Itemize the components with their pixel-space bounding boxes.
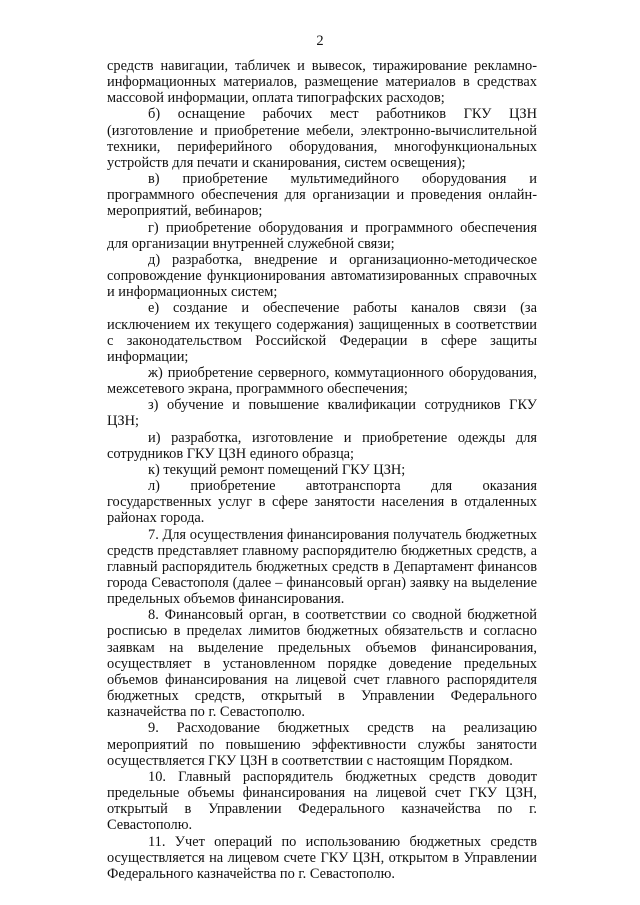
list-item-e: е) создание и обеспечение работы каналов связи (за исключением их текущего содержания) защищенных в соответствии с законодательством Российской Федерации в сфере защиты информации; bbox=[107, 300, 537, 365]
paragraph-continuation: средств навигации, табличек и вывесок, тиражирование рекламно-информационных материалов, размещение материалов в средствах массовой информации, оплата типографских расходов; bbox=[107, 58, 537, 107]
list-item-zh: ж) приобретение серверного, коммутационного оборудования, межсетевого экрана, программного обеспечения; bbox=[107, 364, 537, 398]
list-item-d: д) разработка, внедрение и организационно-методическое сопровождение функционирования автоматизированных справочных и информационных систем; bbox=[107, 251, 537, 301]
list-item-l: л) приобретение автотранспорта для оказания государственных услуг в сфере занятости населения в отдаленных районах города. bbox=[107, 478, 537, 527]
clause-9: 9. Расходование бюджетных средств на реализацию мероприятий по повышению эффективности службы занятости осуществляется ГКУ ЦЗН в соответствии с настоящим Порядком. bbox=[107, 720, 537, 769]
page-number: 2 bbox=[316, 33, 324, 49]
list-item-i: и) разработка, изготовление и приобретение одежды для сотрудников ГКУ ЦЗН единого образца; bbox=[107, 429, 537, 462]
document-body bbox=[107, 58, 537, 882]
list-item-z: з) обучение и повышение квалификации сотрудников ГКУ ЦЗН; bbox=[107, 397, 537, 430]
list-item-k: к) текущий ремонт помещений ГКУ ЦЗН; bbox=[148, 461, 406, 478]
clause-11: 11. Учет операций по использованию бюджетных средств осуществляется на лицевом счете ГКУ ЦЗН, открытом в Управлении Федерального казначейства по г. Севастополю. bbox=[107, 833, 537, 882]
list-item-v: в) приобретение мультимедийного оборудования и программного обеспечения для организации и проведения онлайн-мероприятий, вебинаров; bbox=[107, 171, 537, 220]
list-item-g: г) приобретение оборудования и программного обеспечения для организации внутренней служебной связи; bbox=[107, 219, 537, 252]
clause-10: 10. Главный распорядитель бюджетных средств доводит предельные объемы финансирования на лицевой счет ГКУ ЦЗН, открытый в Управлении Федерального казначейства по г. Севастополю. bbox=[107, 768, 537, 834]
list-item-b: б) оснащение рабочих мест работников ГКУ ЦЗН (изготовление и приобретение мебели, электронно-вычислительной техники, периферийного оборудования, многофункциональных устройств для печати и сканирования, систем освещения); bbox=[107, 106, 537, 171]
clause-8: 8. Финансовый орган, в соответствии со сводной бюджетной росписью в пределах лимитов бюджетных обязательств и согласно заявкам на выделение предельных объемов финансирования, осуществляет в установленном порядке доведение предельных объемов финансирования на лицевой счет главного распорядителя бюджетных средств, открытый в Управлении Федерального казначейства по г. Севастополю. bbox=[107, 607, 537, 721]
clause-7: 7. Для осуществления финансирования получатель бюджетных средств представляет главному распорядителю бюджетных средств, а главный распорядитель бюджетных средств в Департамент финансов города Севастополя (далее – финансовый орган) заявку на выделение предельных объемов финансирования. bbox=[107, 526, 537, 608]
